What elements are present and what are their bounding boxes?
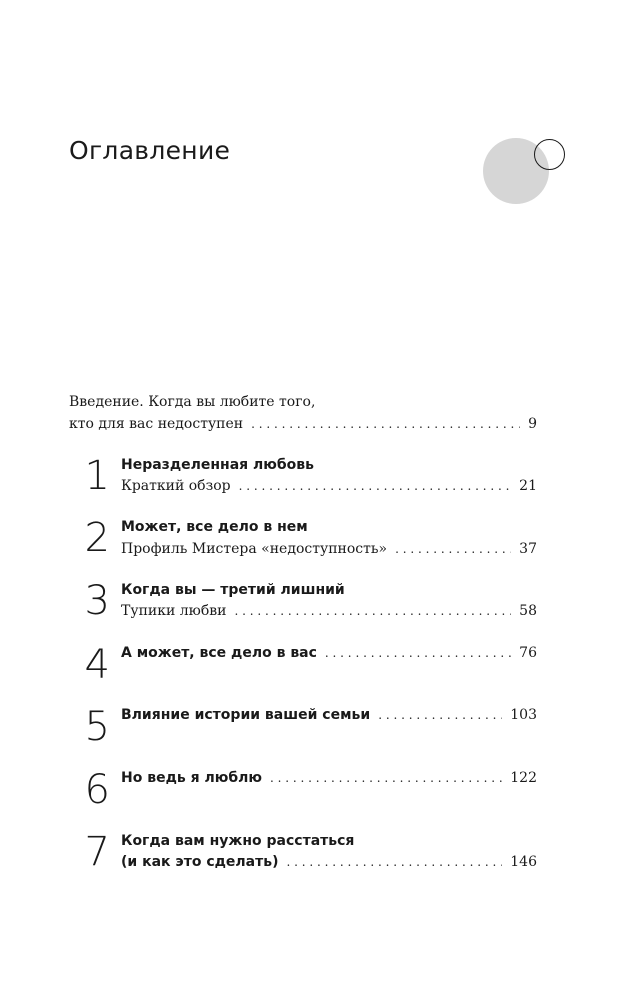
page-title: Оглавление (69, 136, 231, 165)
dot-leader (235, 601, 512, 621)
dot-leader (378, 705, 502, 725)
chapter-title: Влияние истории вашей семьи (121, 707, 371, 723)
chapter-number: 2 (84, 515, 110, 561)
dot-leader (270, 768, 502, 788)
page-number: 21 (519, 478, 537, 494)
chapter-title: А может, все дело в вас (121, 645, 317, 661)
chapter-subtitle: Краткий обзор (121, 478, 231, 494)
page-number: 146 (510, 854, 537, 870)
dot-leader (239, 476, 512, 496)
toc-entry-chapter-1[interactable] (121, 476, 537, 496)
chapter-title: Когда вам нужно расстаться (121, 833, 355, 849)
chapter-number: 3 (84, 578, 110, 624)
toc-entry-chapter-4[interactable] (121, 643, 537, 663)
chapter-number: 7 (84, 829, 110, 875)
page-number: 103 (510, 707, 537, 723)
chapter-subtitle: Тупики любви (121, 603, 227, 619)
chapter-title: Неразделенная любовь (121, 457, 314, 473)
chapter-number: 1 (84, 453, 110, 499)
chapter-title-line2: (и как это сделать) (121, 854, 279, 870)
dot-leader (286, 852, 502, 872)
chapter-number: 6 (84, 767, 110, 813)
dot-leader (395, 539, 511, 559)
dot-leader (325, 643, 511, 663)
page-number: 37 (519, 541, 537, 557)
chapter-number: 5 (84, 704, 110, 750)
chapter-title: Когда вы — третий лишний (121, 582, 345, 598)
chapter-number: 4 (84, 642, 110, 688)
toc-entry-intro[interactable] (69, 414, 537, 434)
chapter-title: Но ведь я люблю (121, 770, 262, 786)
page-number: 76 (519, 645, 537, 661)
chapter-title: Может, все дело в нем (121, 519, 308, 535)
toc-entry-chapter-3[interactable] (121, 601, 537, 621)
page-number: 122 (510, 770, 537, 786)
toc-entry-chapter-7[interactable] (121, 852, 537, 872)
intro-title-line1: Введение. Когда вы любите того, (69, 394, 316, 410)
toc-entry-chapter-2[interactable] (121, 539, 537, 559)
toc-entry-chapter-5[interactable] (121, 705, 537, 725)
chapter-subtitle: Профиль Мистера «недоступность» (121, 541, 388, 557)
page-number: 9 (528, 416, 537, 432)
intro-title-line2: кто для вас недоступен (69, 416, 244, 432)
dot-leader (251, 414, 520, 434)
toc-entry-chapter-6[interactable] (121, 768, 537, 788)
page-number: 58 (519, 603, 537, 619)
